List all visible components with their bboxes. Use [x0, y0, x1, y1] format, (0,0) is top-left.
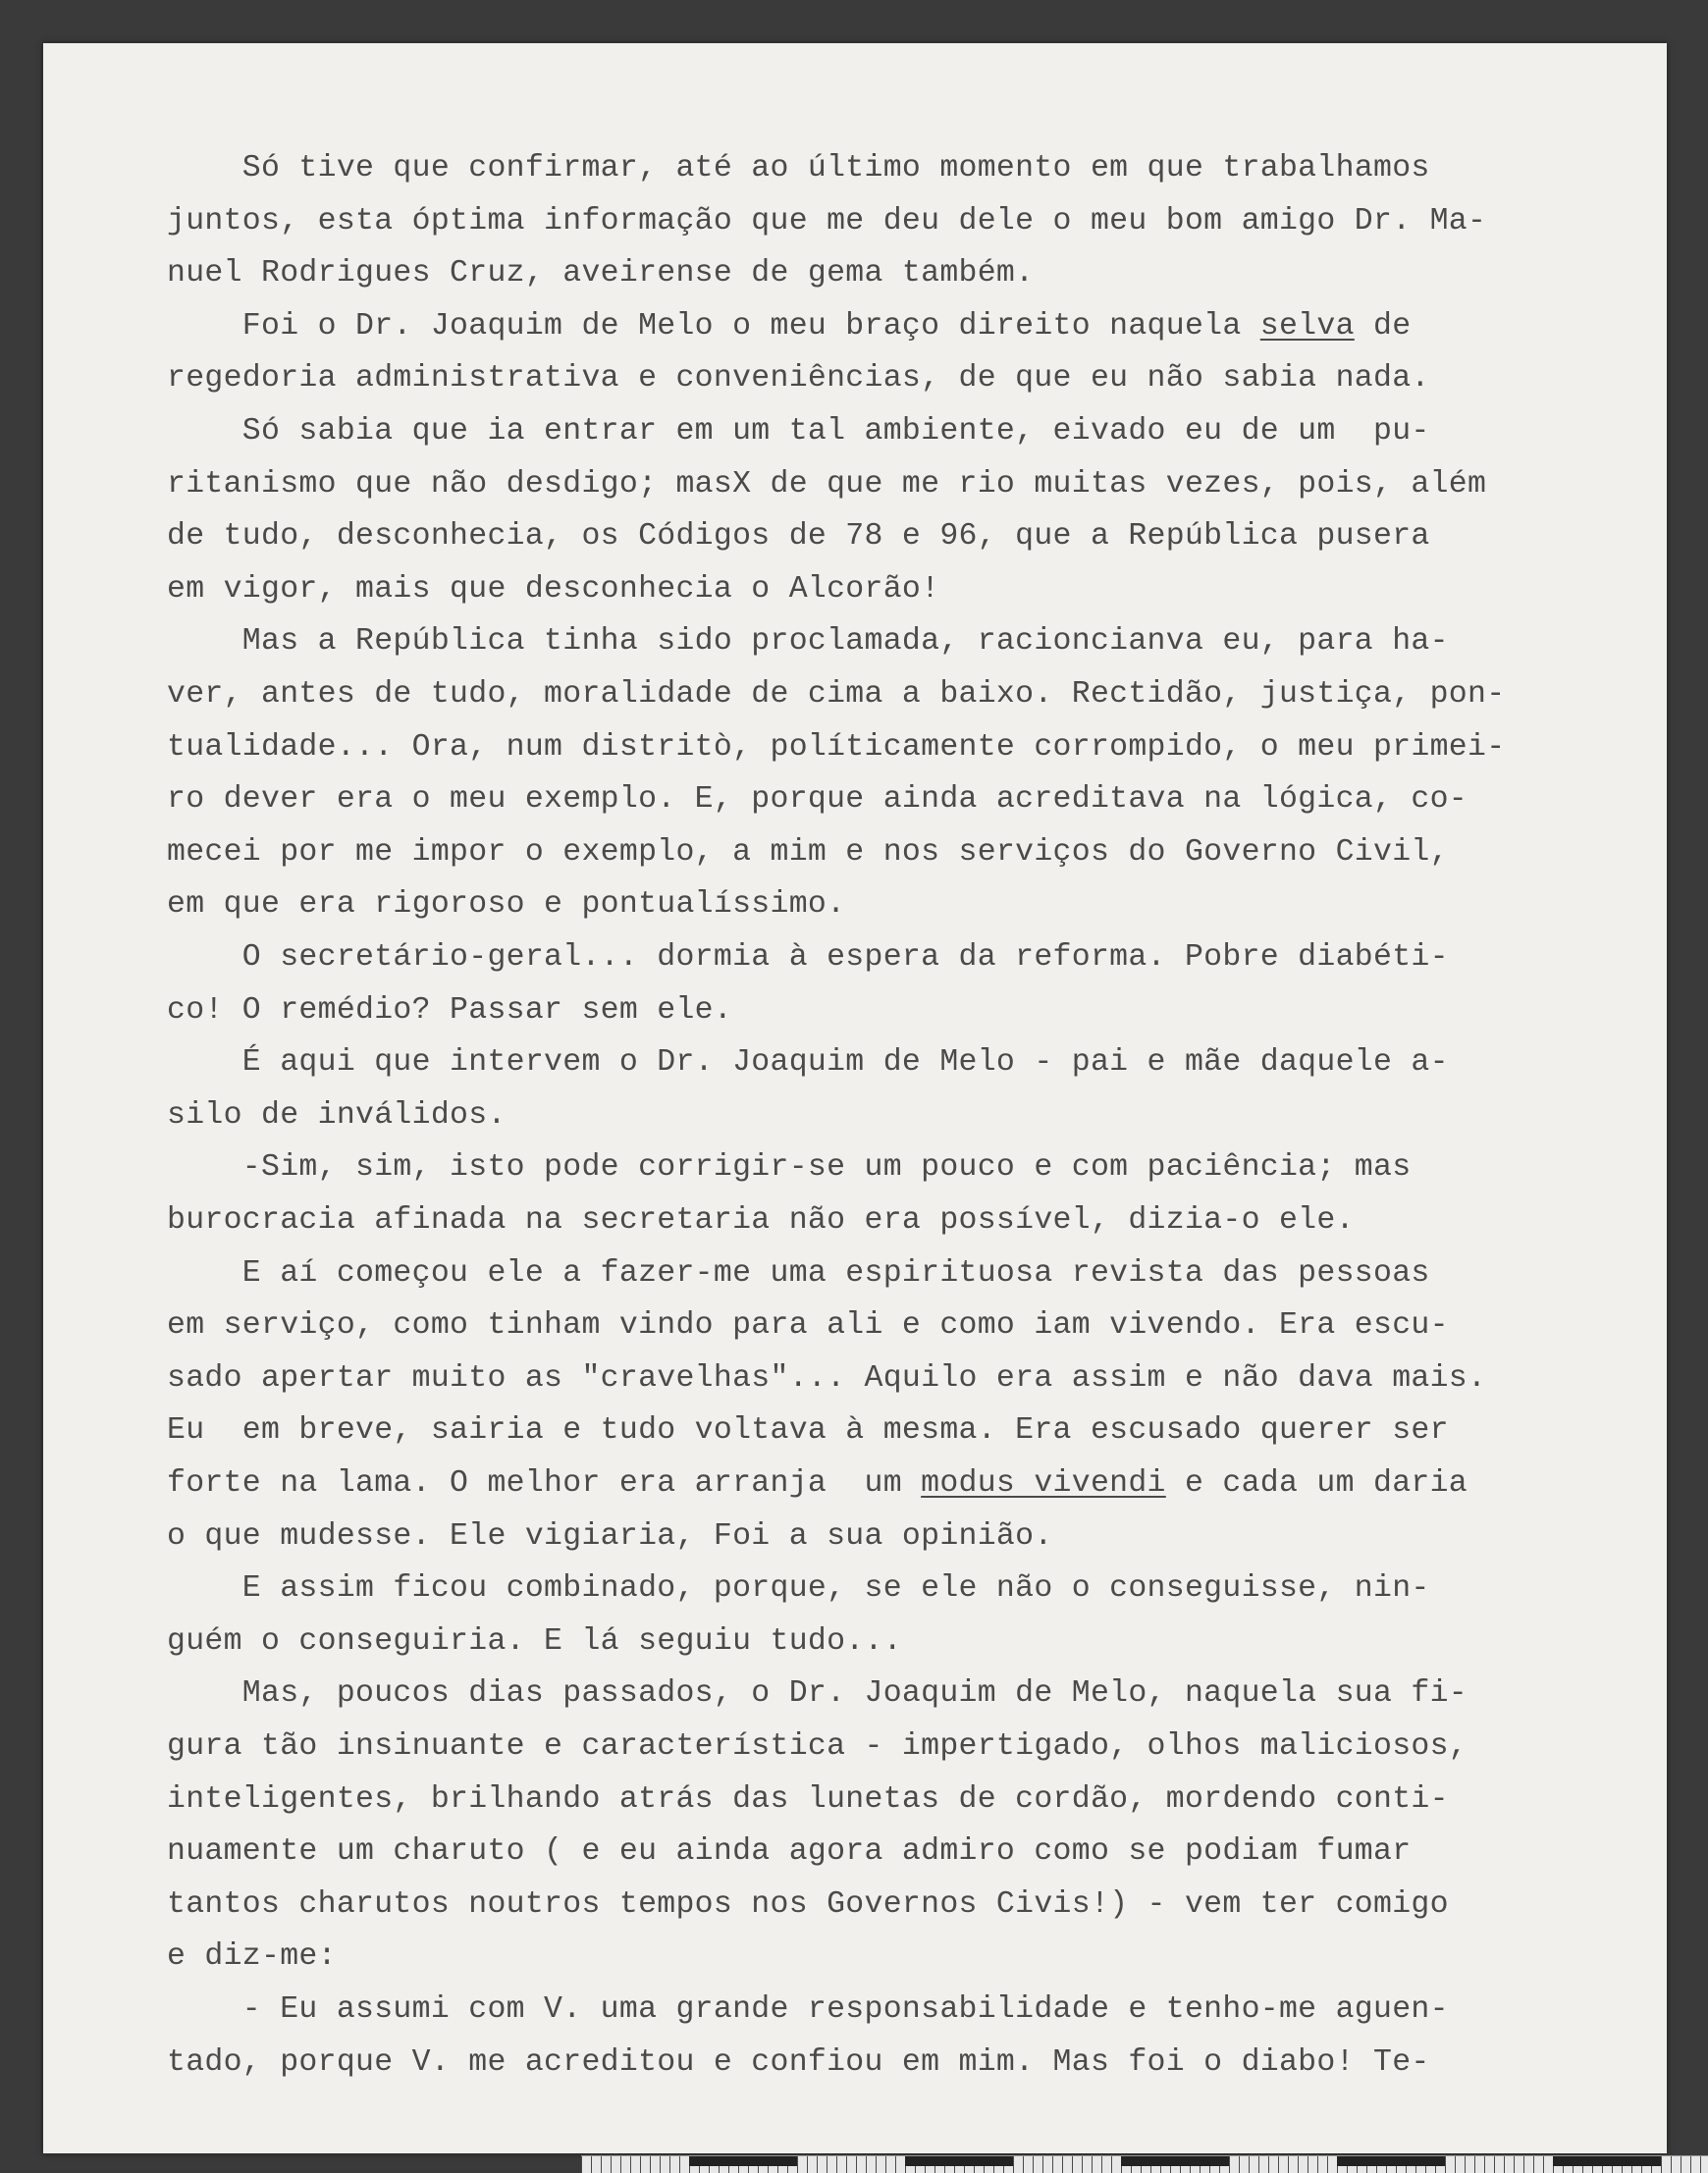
- text-line: de tudo, desconhecia, os Códigos de 78 e 96, que a República pusera: [167, 519, 1430, 555]
- underlined-word: selva: [1259, 308, 1355, 344]
- text-line-part: Foi o Dr. Joaquim de Melo o meu braço direito naquela: [167, 308, 1260, 344]
- text-line: Mas, poucos dias passados, o Dr. Joaquim de Melo, naquela sua fi-: [167, 1676, 1468, 1712]
- text-line: -Sim, sim, isto pode corrigir-se um pouco e com paciência; mas: [167, 1150, 1412, 1186]
- text-line: silo de inválidos.: [167, 1097, 507, 1133]
- text-line: sado apertar muito as "cravelhas"... Aquilo era assim e não dava mais.: [167, 1360, 1487, 1396]
- ruler-segment: [1553, 2156, 1661, 2166]
- underlined-phrase: modus vivendi: [921, 1466, 1166, 1501]
- text-line: [167, 309, 1411, 344]
- text-line: É aqui que intervem o Dr. Joaquim de Melo - pai e mãe daquele a-: [167, 1045, 1449, 1081]
- text-line: Eu em breve, sairia e tudo voltava à mesma. Era escusado querer ser: [167, 1413, 1449, 1449]
- text-line: O secretário-geral... dormia à espera da reforma. Pobre diabéti-: [167, 940, 1449, 975]
- text-line: juntos, esta óptima informação que me deu dele o meu bom amigo Dr. Ma-: [167, 203, 1487, 238]
- text-line-part: e cada um daria: [1165, 1466, 1468, 1501]
- scale-ruler: [581, 2155, 1708, 2173]
- text-line: Só tive que confirmar, até ao último momento em que trabalhamos: [167, 151, 1430, 186]
- text-line: ritanismo que não desdigo; masX de que me rio muitas vezes, pois, além: [167, 466, 1487, 502]
- text-line: co! O remédio? Passar sem ele.: [167, 992, 733, 1028]
- text-line: nuel Rodrigues Cruz, aveirense de gema também.: [167, 256, 1035, 292]
- text-line-part: forte na lama. O melhor era arranja um: [167, 1466, 922, 1501]
- text-line: Só sabia que ia entrar em um tal ambiente, eivado eu de um pu-: [167, 414, 1430, 449]
- text-line: gura tão insinuante e característica - impertigado, olhos maliciosos,: [167, 1729, 1468, 1764]
- ruler-segment: [1121, 2156, 1229, 2166]
- ruler-segment: [905, 2156, 1013, 2166]
- text-line: [167, 1466, 1468, 1501]
- text-line: tualidade... Ora, num distritò, políticamente corrompido, o meu primei-: [167, 729, 1506, 765]
- text-line: tado, porque V. me acreditou e confiou em mim. Mas foi o diabo! Te-: [167, 2044, 1430, 2080]
- text-line-part: de: [1354, 308, 1412, 344]
- text-line: e diz-me:: [167, 1939, 337, 1975]
- text-line: guém o conseguiria. E lá seguiu tudo...: [167, 1623, 902, 1659]
- text-line: E assim ficou combinado, porque, se ele não o conseguisse, nin-: [167, 1571, 1430, 1607]
- ruler-segment: [1337, 2156, 1445, 2166]
- text-line: ver, antes de tudo, moralidade de cima a baixo. Rectidão, justiça, pon-: [167, 677, 1506, 712]
- text-line: ro dever era o meu exemplo. E, porque ainda acreditava na lógica, co-: [167, 782, 1468, 818]
- text-line: E aí começou ele a fazer-me uma espirituosa revista das pessoas: [167, 1255, 1430, 1291]
- text-line: em vigor, mais que desconhecia o Alcorão!: [167, 571, 940, 607]
- text-line: mecei por me impor o exemplo, a mim e nos serviços do Governo Civil,: [167, 834, 1449, 870]
- typewritten-sheet: [43, 43, 1667, 2153]
- ruler-segment: [689, 2156, 797, 2166]
- text-line: nuamente um charuto ( e eu ainda agora admiro como se podiam fumar: [167, 1834, 1412, 1870]
- text-line: - Eu assumi com V. uma grande responsabilidade e tenho-me aguen-: [167, 1992, 1449, 2027]
- text-line: Mas a República tinha sido proclamada, racioncianva eu, para ha-: [167, 624, 1449, 660]
- text-line: regedoria administrativa e conveniências, de que eu não sabia nada.: [167, 361, 1430, 397]
- text-line: o que mudesse. Ele vigiaria, Foi a sua opinião.: [167, 1518, 1053, 1554]
- text-line: burocracia afinada na secretaria não era possível, dizia-o ele.: [167, 1203, 1355, 1238]
- text-line: tantos charutos noutros tempos nos Governos Civis!) - vem ter comigo: [167, 1886, 1449, 1922]
- text-line: inteligentes, brilhando atrás das lunetas de cordão, mordendo conti-: [167, 1781, 1449, 1817]
- text-line: em serviço, como tinham vindo para ali e como iam vivendo. Era escu-: [167, 1308, 1449, 1344]
- text-line: em que era rigoroso e pontualíssimo.: [167, 887, 846, 923]
